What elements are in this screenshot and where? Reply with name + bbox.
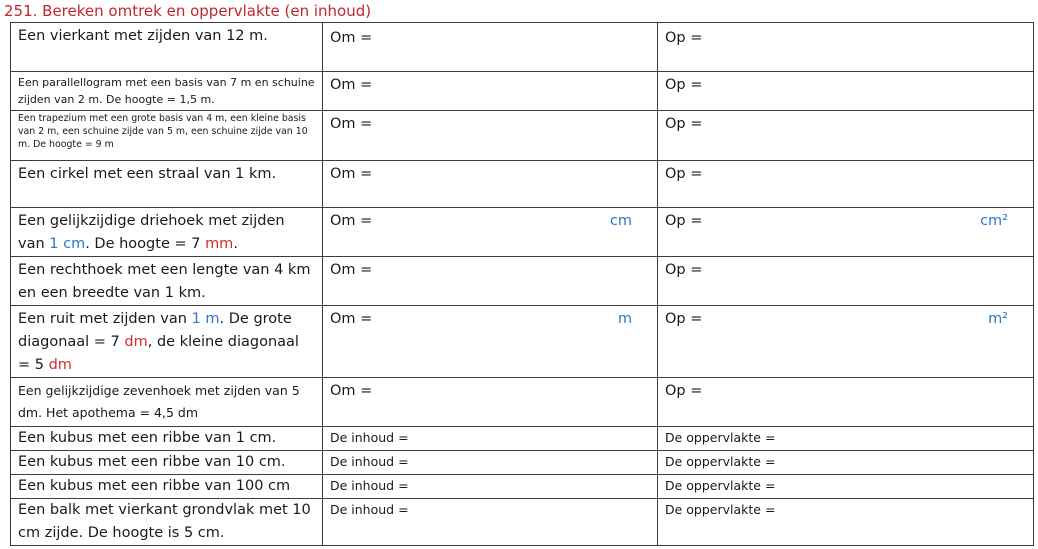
perimeter-cell[interactable]: Om = m — [323, 306, 658, 378]
table-row — [11, 257, 1034, 306]
volume-cell[interactable]: De inhoud = — [323, 451, 658, 475]
volume-cell[interactable]: De inhoud = — [323, 499, 658, 546]
unit-label: m² — [988, 311, 1008, 327]
table-row — [11, 451, 1034, 475]
surface-cell[interactable]: De oppervlakte = — [658, 451, 1034, 475]
table-row — [11, 427, 1034, 451]
task-description: Een kubus met een ribbe van 100 cm — [11, 475, 323, 499]
area-cell[interactable]: Op = — [658, 378, 1034, 427]
table-row — [11, 475, 1034, 499]
task-description: Een rechthoek met een lengte van 4 km en een breedte van 1 km. — [11, 257, 323, 306]
exercise-title: 251. Bereken omtrek en oppervlakte (en inhoud) — [4, 2, 372, 20]
volume-cell[interactable]: De inhoud = — [323, 427, 658, 451]
surface-cell[interactable]: De oppervlakte = — [658, 499, 1034, 546]
exercise-table — [10, 22, 1034, 546]
perimeter-cell[interactable]: Om = — [323, 257, 658, 306]
perimeter-cell[interactable]: Om = cm — [323, 208, 658, 257]
table-row — [11, 161, 1034, 208]
table-row — [11, 111, 1034, 161]
unit-label: cm — [609, 213, 632, 229]
perimeter-cell[interactable]: Om = — [323, 378, 658, 427]
task-description: Een gelijkzijdige driehoek met zijden van 1 cm. De hoogte = 7 mm. — [11, 208, 323, 257]
table-row — [11, 208, 1034, 257]
perimeter-cell[interactable]: Om = — [323, 111, 658, 161]
table-row — [11, 378, 1034, 427]
task-description: Een kubus met een ribbe van 1 cm. — [11, 427, 323, 451]
volume-cell[interactable]: De inhoud = — [323, 475, 658, 499]
unit-label: cm² — [980, 213, 1008, 229]
area-cell[interactable]: Op = — [658, 23, 1034, 72]
perimeter-cell[interactable]: Om = — [323, 161, 658, 208]
area-cell[interactable]: Op = cm² — [658, 208, 1034, 257]
area-cell[interactable]: Op = — [658, 257, 1034, 306]
task-description: Een trapezium met een grote basis van 4 m, een kleine basis van 2 m, een schuine zijde van 5 m, een schuine zijde van 10 m. De hoogte = 9 m — [11, 111, 323, 161]
area-cell[interactable]: Op = — [658, 111, 1034, 161]
area-cell[interactable]: Op = — [658, 161, 1034, 208]
area-cell[interactable]: Op = — [658, 72, 1034, 111]
task-description: Een kubus met een ribbe van 10 cm. — [11, 451, 323, 475]
task-description: Een gelijkzijdige zevenhoek met zijden van 5 dm. Het apothema = 4,5 dm — [11, 378, 323, 427]
task-description: Een balk met vierkant grondvlak met 10 cm zijde. De hoogte is 5 cm. — [11, 499, 323, 546]
task-description: Een cirkel met een straal van 1 km. — [11, 161, 323, 208]
task-description: Een parallellogram met een basis van 7 m en schuine zijden van 2 m. De hoogte = 1,5 m. — [11, 72, 323, 111]
surface-cell[interactable]: De oppervlakte = — [658, 475, 1034, 499]
unit-label: m — [617, 311, 632, 327]
area-cell[interactable]: Op = m² — [658, 306, 1034, 378]
table-row — [11, 23, 1034, 72]
perimeter-cell[interactable]: Om = — [323, 23, 658, 72]
task-description: Een vierkant met zijden van 12 m. — [11, 23, 323, 72]
table-row — [11, 72, 1034, 111]
table-row — [11, 306, 1034, 378]
task-description: Een ruit met zijden van 1 m. De grote diagonaal = 7 dm, de kleine diagonaal = 5 dm — [11, 306, 323, 378]
perimeter-cell[interactable]: Om = — [323, 72, 658, 111]
surface-cell[interactable]: De oppervlakte = — [658, 427, 1034, 451]
table-row — [11, 499, 1034, 546]
